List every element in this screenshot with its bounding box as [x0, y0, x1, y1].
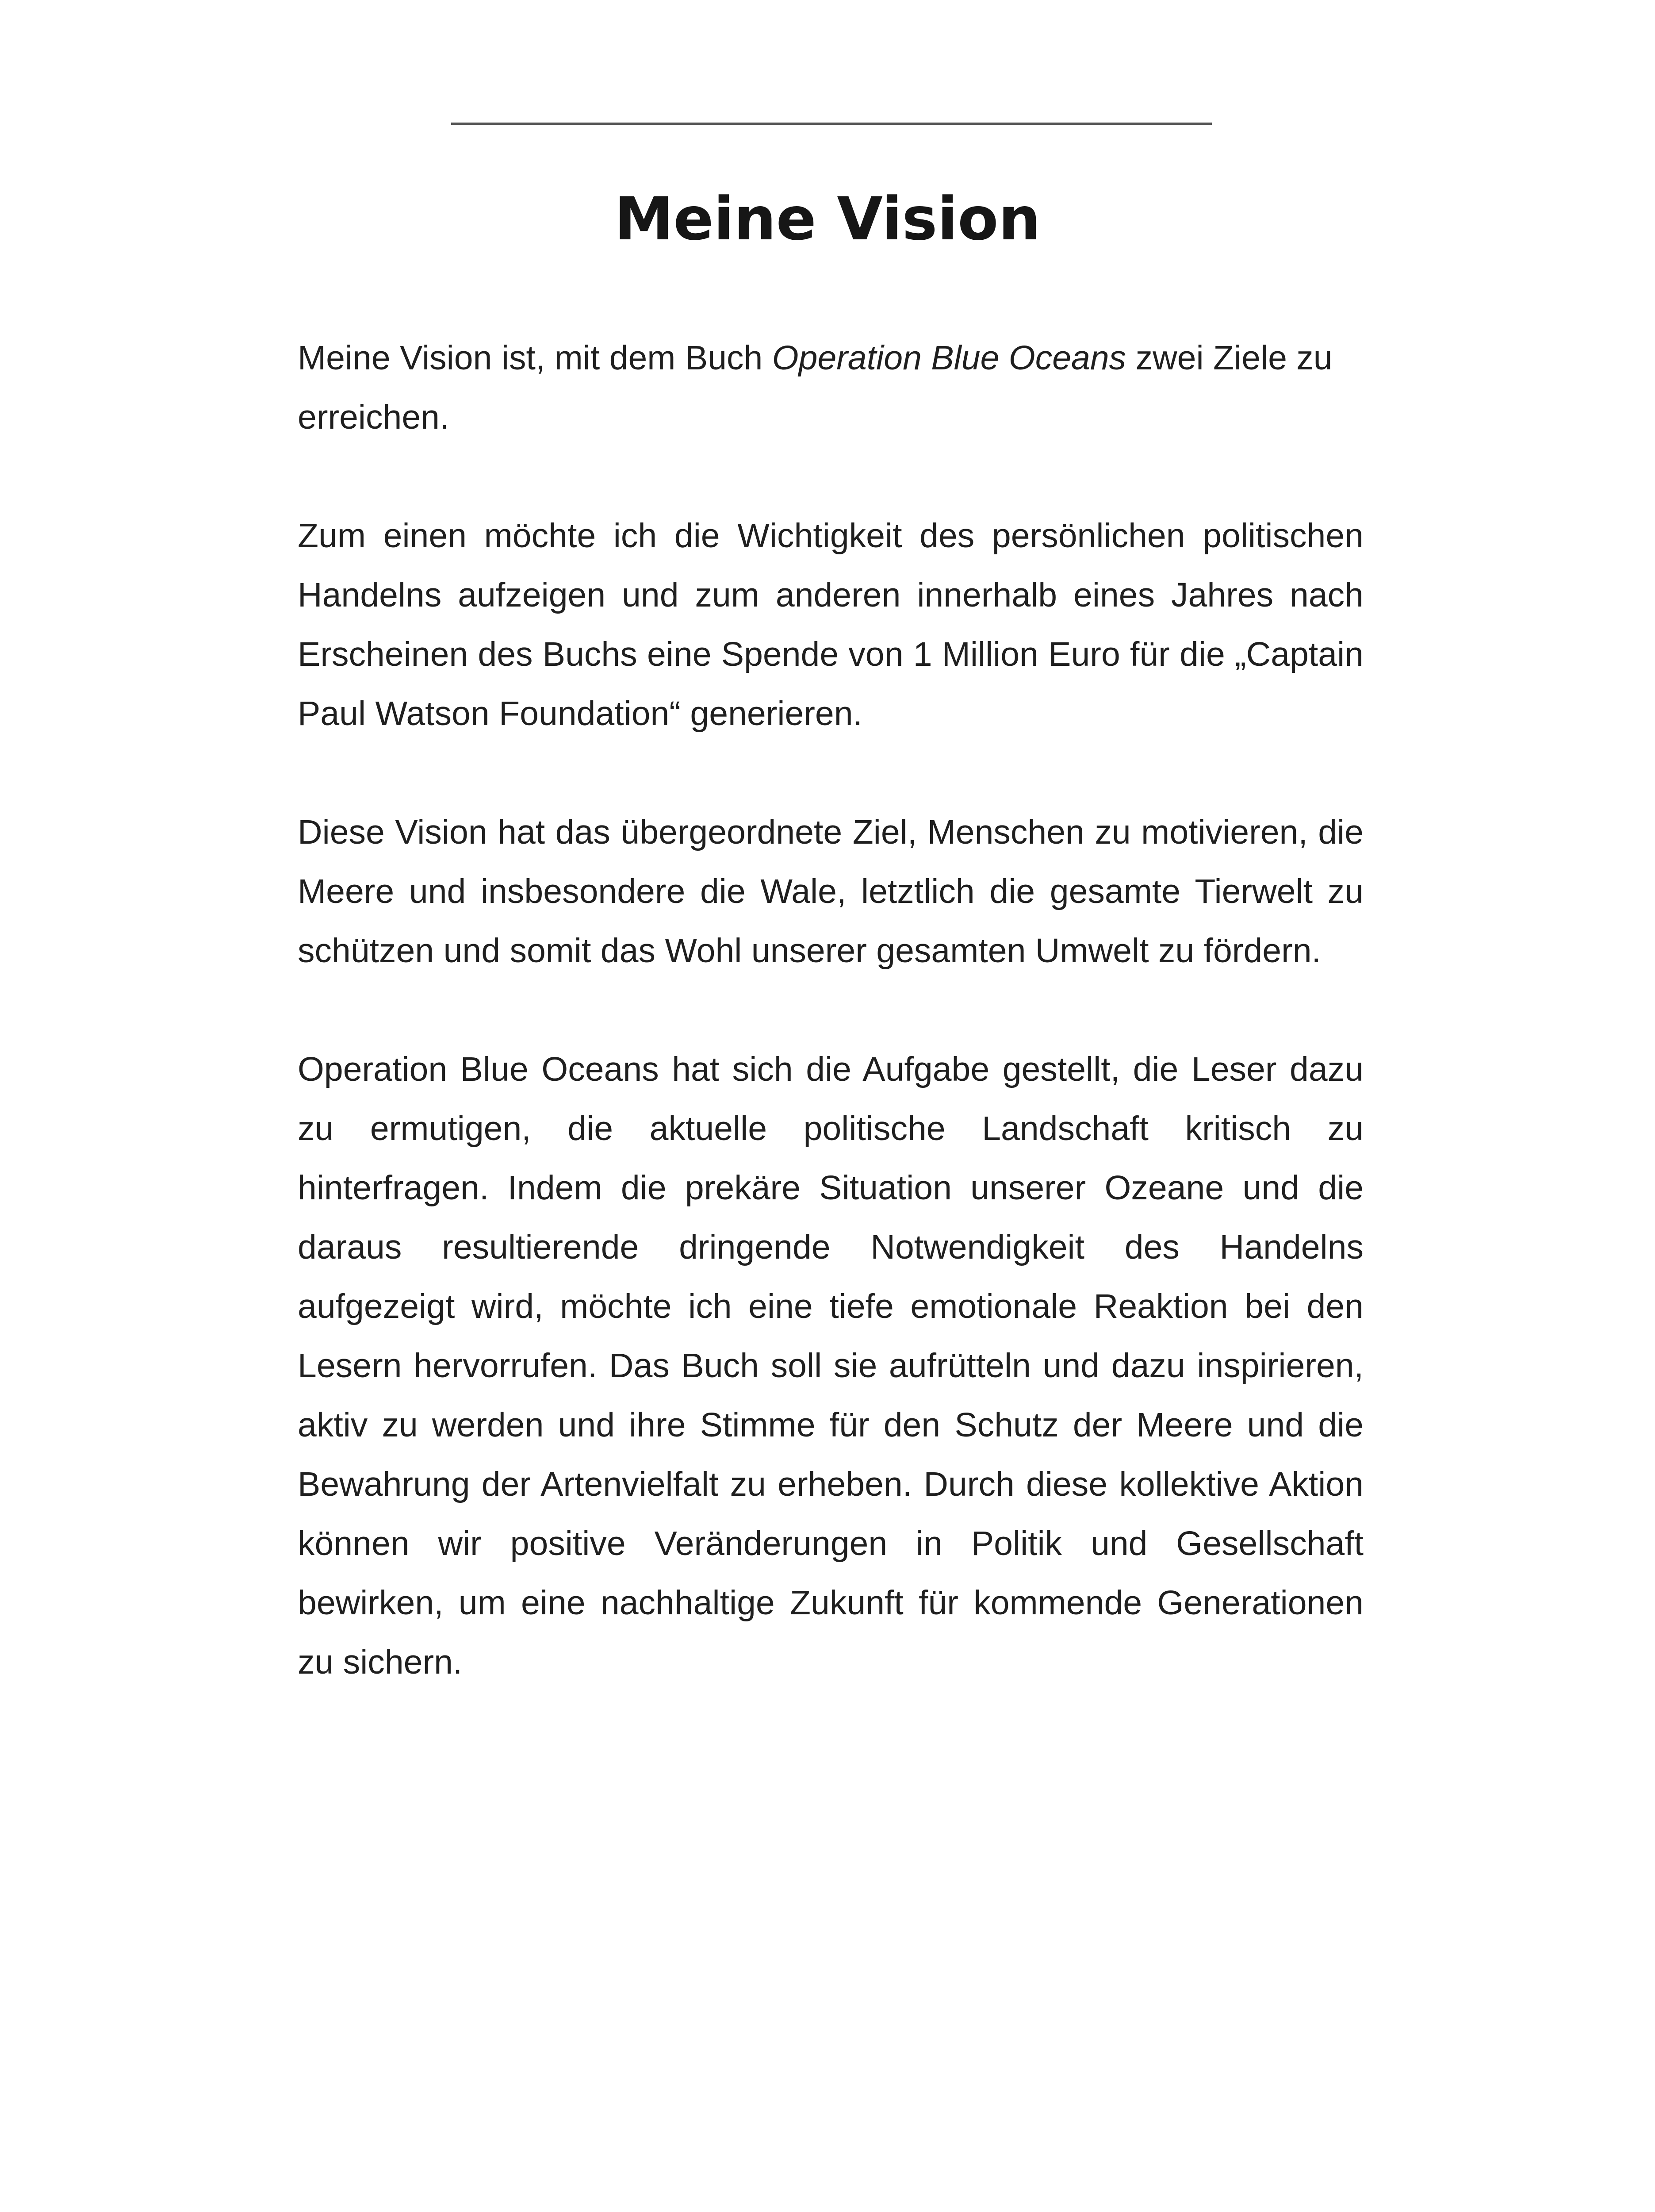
paragraph-purpose: Diese Vision hat das übergeordnete Ziel, Menschen zu motivieren, die Meere und insbesondere die Wale, letztlich die gesamte Tierwelt zu schützen und somit das Wohl unserer gesamten Umwelt zu fördern. — [298, 813, 1364, 970]
paragraph-intro-end: zwei Ziele zu erreichen. — [298, 339, 1333, 436]
header-rule — [451, 123, 1212, 125]
chapter-title: Meine Vision — [614, 184, 1041, 253]
paragraph-goals: Zum einen möchte ich die Wichtigkeit des persönlichen politischen Handelns aufzeigen und zum anderen innerhalb eines Jahres nach Erscheinen des Buchs eine Spende von 1 Million Euro für die „Captain Paul Watson Foundation“ generieren. — [298, 517, 1364, 733]
book-title-emphasis: Operation Blue Oceans — [772, 339, 1126, 377]
body-text — [298, 328, 1364, 1692]
paragraph-intro — [298, 328, 1364, 447]
paragraph-mission: Operation Blue Oceans hat sich die Aufgabe gestellt, die Leser dazu zu ermutigen, die aktuelle politische Landschaft kritisch zu hinterfragen. Indem die prekäre Situation unserer Ozeane und die daraus resultierende dringende Notwendigkeit des Handelns aufgezeigt wird, möchte ich eine tiefe emotionale Reaktion bei den Lesern hervorrufen. Das Buch soll sie aufrütteln und dazu inspirieren, aktiv zu werden und ihre Stimme für den Schutz der Meere und die Bewahrung der Artenvielfalt zu erheben. Durch diese kollektive Aktion können wir positive Veränderungen in Politik und Gesellschaft bewirken, um eine nachhaltige Zukunft für kommende Generationen zu sichern. — [298, 1050, 1364, 1681]
paragraph-intro-start: Meine Vision ist, mit dem Buch — [298, 339, 772, 377]
